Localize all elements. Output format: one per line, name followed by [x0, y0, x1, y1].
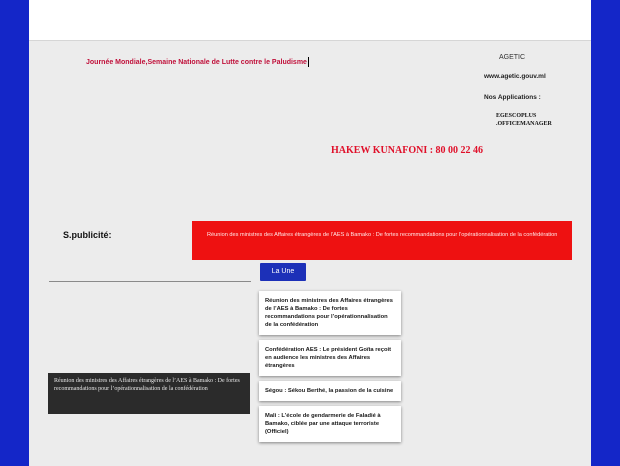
news-item-3[interactable]: Ségou : Sékou Berthé, la passion de la cuisine [259, 381, 401, 401]
app-link-officemanager[interactable]: .OFFICEMANAGER [496, 121, 552, 127]
apps-list [496, 112, 552, 128]
tab-la-une[interactable]: La Une [260, 263, 306, 281]
app-link-egescoplus[interactable]: EGESCOPLUS [496, 113, 537, 119]
breaking-news-banner[interactable] [192, 221, 572, 260]
page-frame [29, 0, 591, 466]
ticker-text[interactable]: Journée Mondiale,Semaine Nationale de Lutte contre le Paludisme [86, 58, 307, 66]
news-item-4[interactable]: Mali : L’école de gendarmerie de Faladié à Bamako, ciblée par une attaque terroriste (Officiel) [259, 406, 401, 442]
apps-title: Nos Applications : [484, 94, 541, 101]
agetic-link[interactable]: www.agetic.gouv.ml [484, 73, 546, 80]
top-bar [29, 0, 591, 41]
hotline-number: HAKEW KUNAFONI : 80 00 22 46 [331, 145, 484, 156]
publicite-label: S.publicité: [63, 230, 112, 240]
breaking-news-text[interactable]: Réunion des ministres des Affaires étrangères de l’AES à Bamako : De fortes recommandations pour l’opérationnalisation de la confédération [207, 232, 558, 238]
divider [49, 281, 251, 282]
slider-caption[interactable]: Réunion des ministres des Affaires étrangères de l’AES à Bamako : De fortes recommandations pour l’opérationnalisation de la confédération [48, 373, 250, 414]
text-cursor [308, 57, 309, 67]
news-item-2[interactable]: Confédération AES : Le président Goïta reçoit en audience les ministres des Affaires étrangères [259, 340, 401, 376]
news-item-1[interactable]: Réunion des ministres des Affaires étrangères de l’AES à Bamako : De fortes recommandations pour l’opérationnalisation de la confédération [259, 291, 401, 335]
news-list [259, 291, 401, 447]
agetic-title: AGETIC [499, 54, 526, 61]
news-ticker[interactable] [86, 57, 309, 67]
